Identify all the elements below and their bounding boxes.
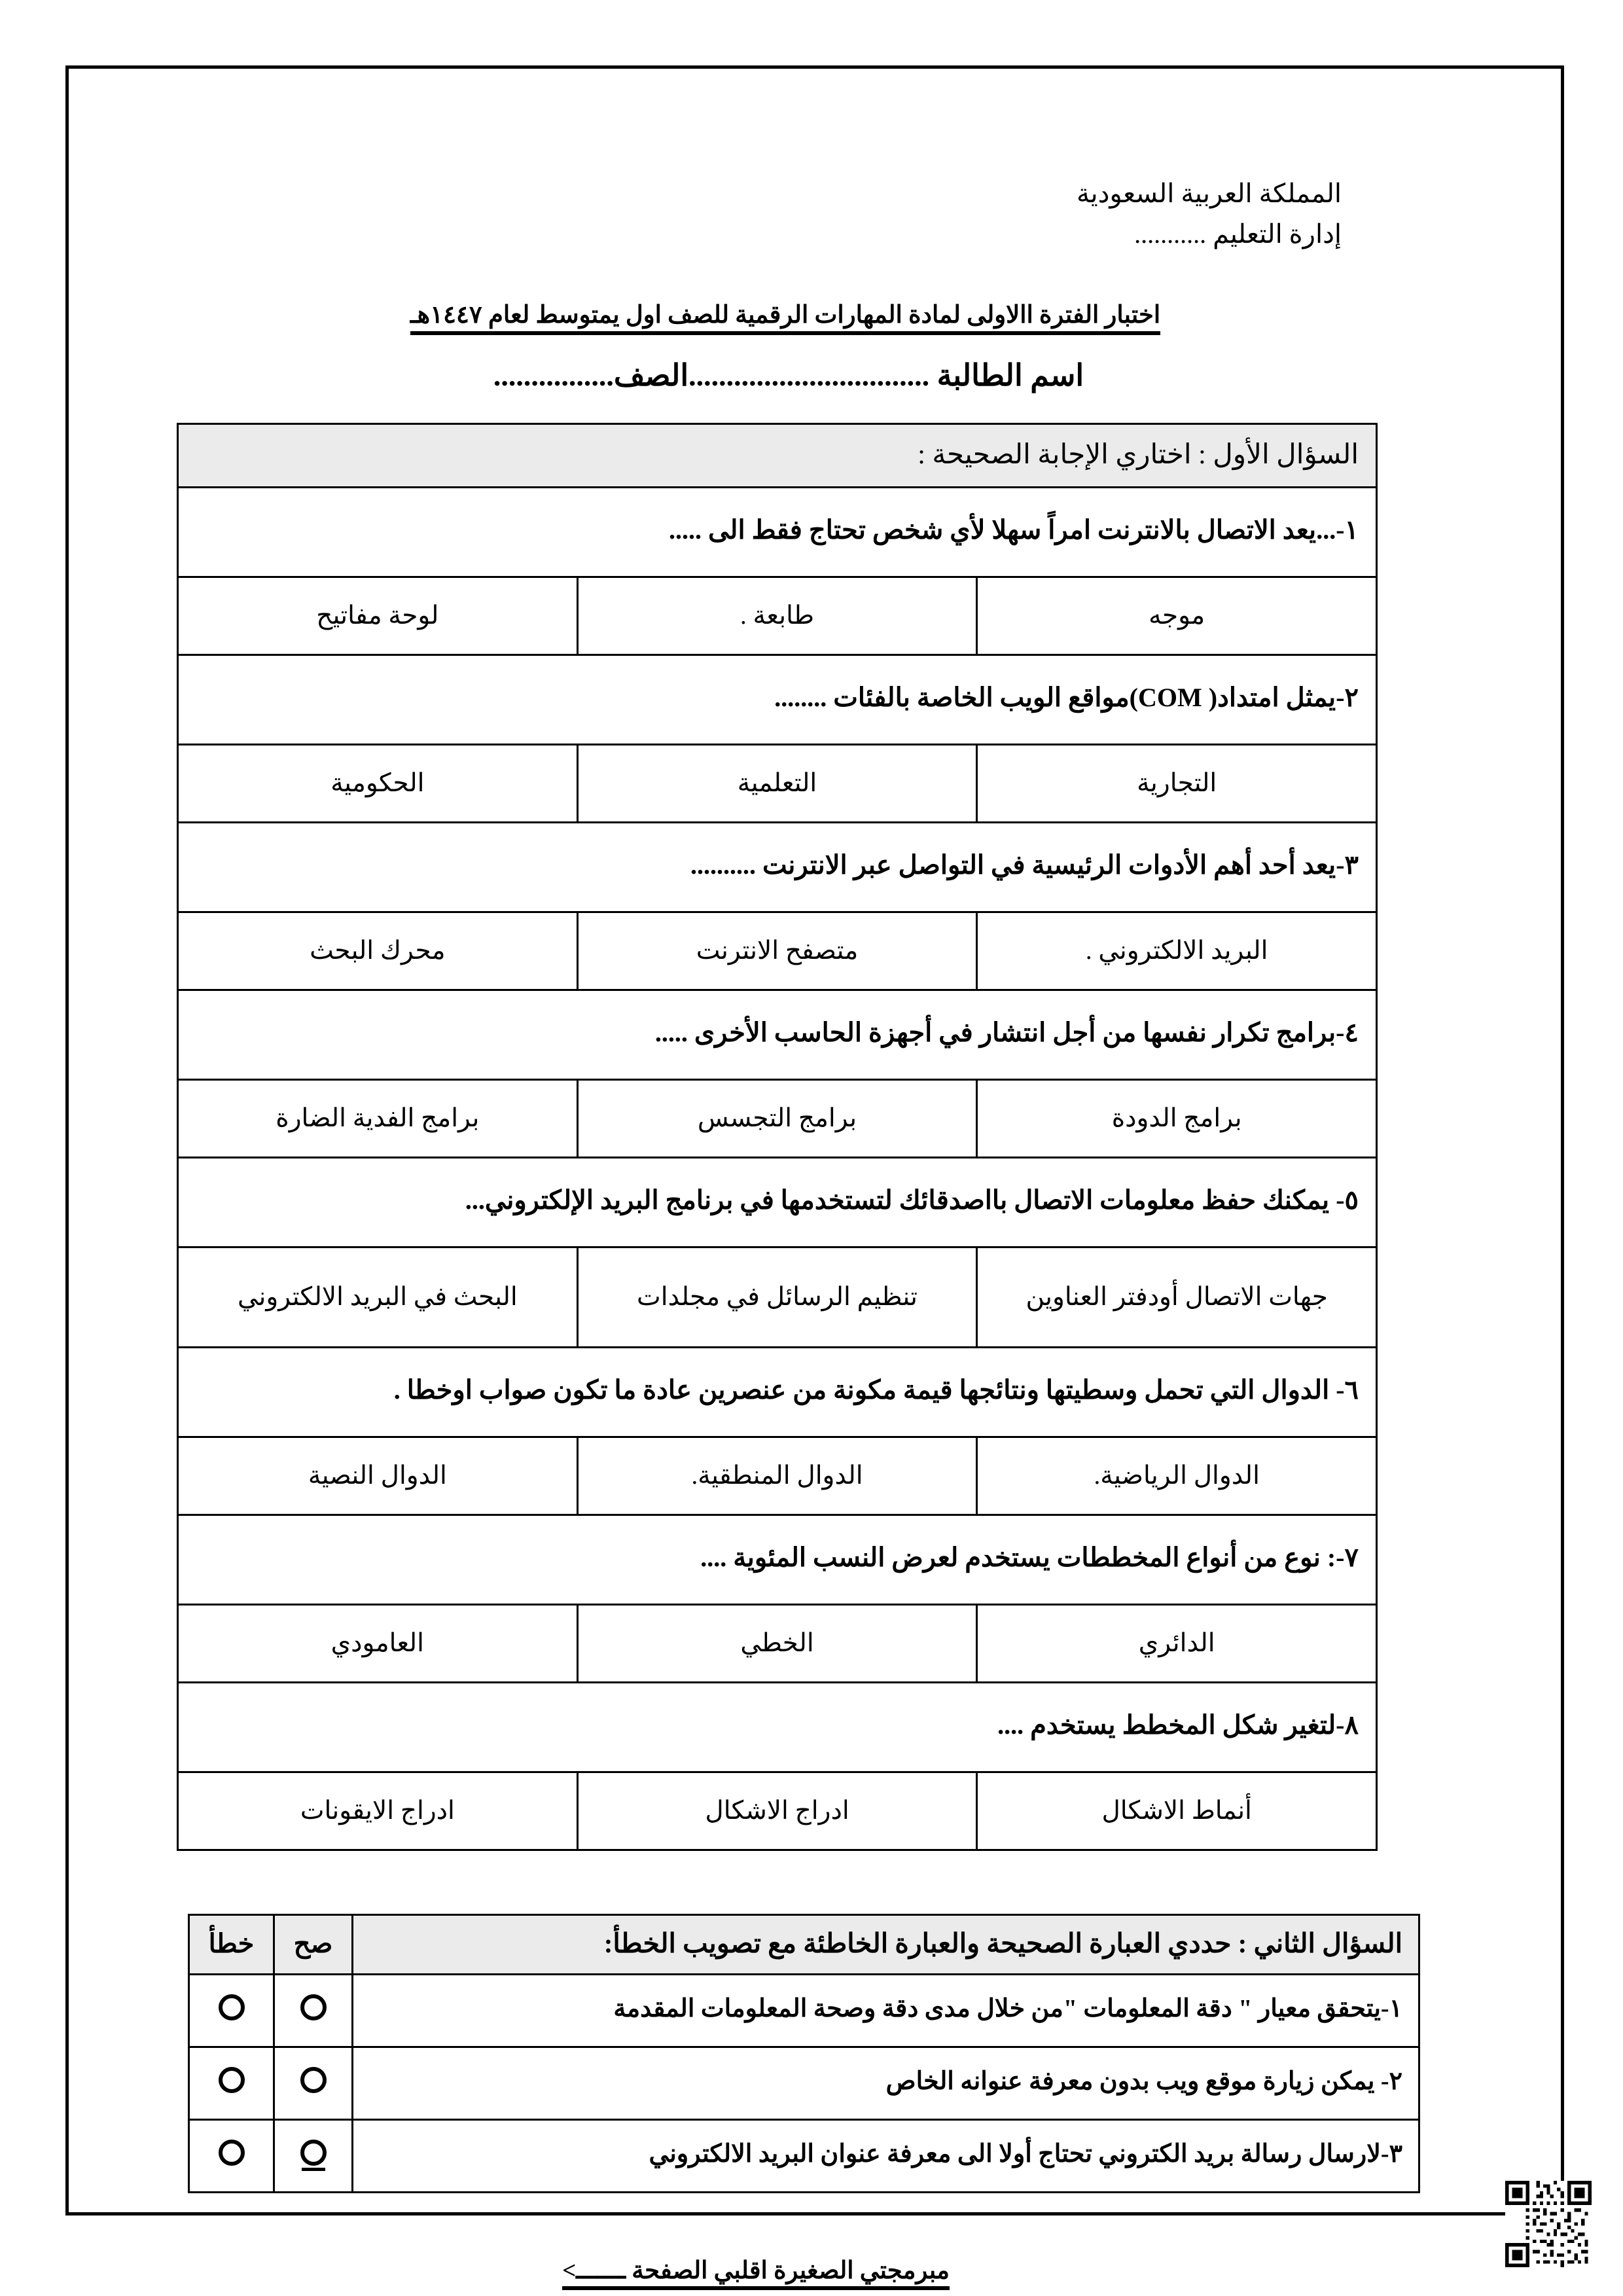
true-false-table <box>188 1914 1420 2193</box>
question-2-option-a[interactable]: التجارية <box>977 745 1377 823</box>
question-stem-row <box>178 1683 1377 1772</box>
question-3-option-a[interactable]: البريد الالكتروني . <box>977 912 1377 990</box>
question-7-stem: ٧-: نوع من أنواع المخططات يستخدم لعرض النسب المئوية .... <box>178 1515 1377 1605</box>
statement-1-false-option[interactable] <box>189 1975 274 2047</box>
question-6-option-b[interactable]: الدوال المنطقية. <box>577 1437 977 1515</box>
question-3-option-b[interactable]: متصفح الانترنت <box>577 912 977 990</box>
circle-icon <box>300 2067 327 2093</box>
circle-icon <box>219 1994 245 2020</box>
question-options-row <box>178 1080 1377 1158</box>
statement-2-false-option[interactable] <box>189 2047 274 2120</box>
question-stem-row <box>178 488 1377 577</box>
question-options-row <box>178 577 1377 655</box>
question-stem-row <box>178 1158 1377 1247</box>
question-6-option-a[interactable]: الدوال الرياضية. <box>977 1437 1377 1515</box>
exam-title-container <box>105 300 1518 335</box>
question-4-stem: ٤-برامج تكرار نفسها من أجل انتشار في أجهزة الحاسب الأخرى ..... <box>178 990 1377 1080</box>
question-4-option-c[interactable]: برامج الفدية الضارة <box>178 1080 578 1158</box>
question-1-option-b[interactable]: طابعة . <box>577 577 977 655</box>
question-options-row <box>178 1247 1377 1348</box>
student-name-line: اسم الطالبة ................................الصف................ <box>493 359 1084 392</box>
question-3-stem: ٣-يعد أحد أهم الأدوات الرئيسية في التواصل عبر الانترنت .......... <box>178 823 1377 912</box>
statement-1: ١-يتحقق معيار " دقة المعلومات "من خلال مدى دقة وصحة المعلومات المقدمة <box>353 1975 1419 2047</box>
exam-title: اختبار الفترة االاولى لمادة المهارات الرقمية للصف اول يمتوسط لعام ١٤٤٧هـ <box>410 300 1160 335</box>
question-options-row <box>178 1772 1377 1850</box>
question-8-stem: ٨-لتغير شكل المخطط يستخدم .... <box>178 1683 1377 1772</box>
question-8-option-b[interactable]: ادراج الاشكال <box>577 1772 977 1850</box>
question-2-option-c[interactable]: الحكومية <box>178 745 578 823</box>
question-options-row <box>178 1605 1377 1683</box>
multiple-choice-table <box>177 423 1378 1851</box>
question-2-stem: ٢-يمثل امتداد( COM)مواقع الويب الخاصة بالفئات ........ <box>178 655 1377 745</box>
footer-note: مبرمجتي الصغيرة اقلبي الصفحة ـــــــ> <box>562 2256 950 2290</box>
question-8-option-a[interactable]: أنماط الاشكال <box>977 1772 1377 1850</box>
section1-heading: السؤال الأول : اختاري الإجابة الصحيحة : <box>178 424 1377 488</box>
question-options-row <box>178 912 1377 990</box>
qr-code-icon <box>1505 2181 1592 2267</box>
column-header-true: صح <box>274 1915 353 1975</box>
footer-note-container <box>105 2256 1518 2290</box>
section2-heading-row <box>189 1915 1419 1975</box>
question-6-option-c[interactable]: الدوال النصية <box>178 1437 578 1515</box>
question-stem-row <box>178 823 1377 912</box>
organisation-header <box>105 111 1518 255</box>
question-4-option-a[interactable]: برامج الدودة <box>977 1080 1377 1158</box>
statement-3: ٣-لارسال رسالة بريد الكتروني تحتاج أولا الى معرفة عنوان البريد الالكتروني <box>353 2120 1419 2193</box>
circle-icon <box>219 2067 245 2093</box>
document-content <box>105 111 1518 2284</box>
question-5-stem: ٥- يمكنك حفظ معلومات الاتصال بااصدقائك لتستخدمها في برنامج البريد الإلكتروني... <box>178 1158 1377 1247</box>
question-options-row <box>178 1437 1377 1515</box>
question-1-option-c[interactable]: لوحة مفاتيح <box>178 577 578 655</box>
statement-2: ٢- يمكن زيارة موقع ويب بدون معرفة عنوانه الخاص <box>353 2047 1419 2120</box>
statement-2-true-option[interactable] <box>274 2047 353 2120</box>
question-7-option-a[interactable]: الدائري <box>977 1605 1377 1683</box>
circle-icon <box>300 2140 327 2166</box>
section2-heading: السؤال الثاني : حددي العبارة الصحيحة والعبارة الخاطئة مع تصويب الخطأ: <box>353 1915 1419 1975</box>
question-1-option-a[interactable]: موجه <box>977 577 1377 655</box>
education-department: إدارة التعليم ........... <box>1134 219 1342 249</box>
statement-3-true-option[interactable] <box>274 2120 353 2193</box>
section1-heading-row <box>178 424 1377 488</box>
question-8-option-c[interactable]: ادراج الايقونات <box>178 1772 578 1850</box>
country-name: المملكة العربية السعودية <box>1077 179 1342 208</box>
question-stem-row <box>178 1348 1377 1437</box>
statement-3-false-option[interactable] <box>189 2120 274 2193</box>
question-2-option-b[interactable]: التعلمية <box>577 745 977 823</box>
column-header-false: خطأ <box>189 1915 274 1975</box>
circle-icon <box>219 2140 245 2166</box>
question-1-stem: ١-...يعد الاتصال بالانترنت امراً سهلا لأي شخص تحتاج فقط الى ..... <box>178 488 1377 577</box>
question-5-option-c[interactable]: البحث في البريد الالكتروني <box>178 1247 578 1348</box>
question-stem-row <box>178 990 1377 1080</box>
statement-1-true-option[interactable] <box>274 1975 353 2047</box>
question-4-option-b[interactable]: برامج التجسس <box>577 1080 977 1158</box>
question-7-option-c[interactable]: العامودي <box>178 1605 578 1683</box>
true-false-row <box>189 2120 1419 2193</box>
true-false-row <box>189 1975 1419 2047</box>
question-5-option-b[interactable]: تنظيم الرسائل في مجلدات <box>577 1247 977 1348</box>
question-5-option-a[interactable]: جهات الاتصال أودفتر العناوين <box>977 1247 1377 1348</box>
question-7-option-b[interactable]: الخطي <box>577 1605 977 1683</box>
question-stem-row <box>178 655 1377 745</box>
question-3-option-c[interactable]: محرك البحث <box>178 912 578 990</box>
question-options-row <box>178 745 1377 823</box>
circle-icon <box>300 1994 327 2020</box>
question-6-stem: ٦- الدوال التي تحمل وسطيتها ونتائجها قيمة مكونة من عنصرين عادة ما تكون صواب اوخطا . <box>178 1348 1377 1437</box>
true-false-row <box>189 2047 1419 2120</box>
question-stem-row <box>178 1515 1377 1605</box>
